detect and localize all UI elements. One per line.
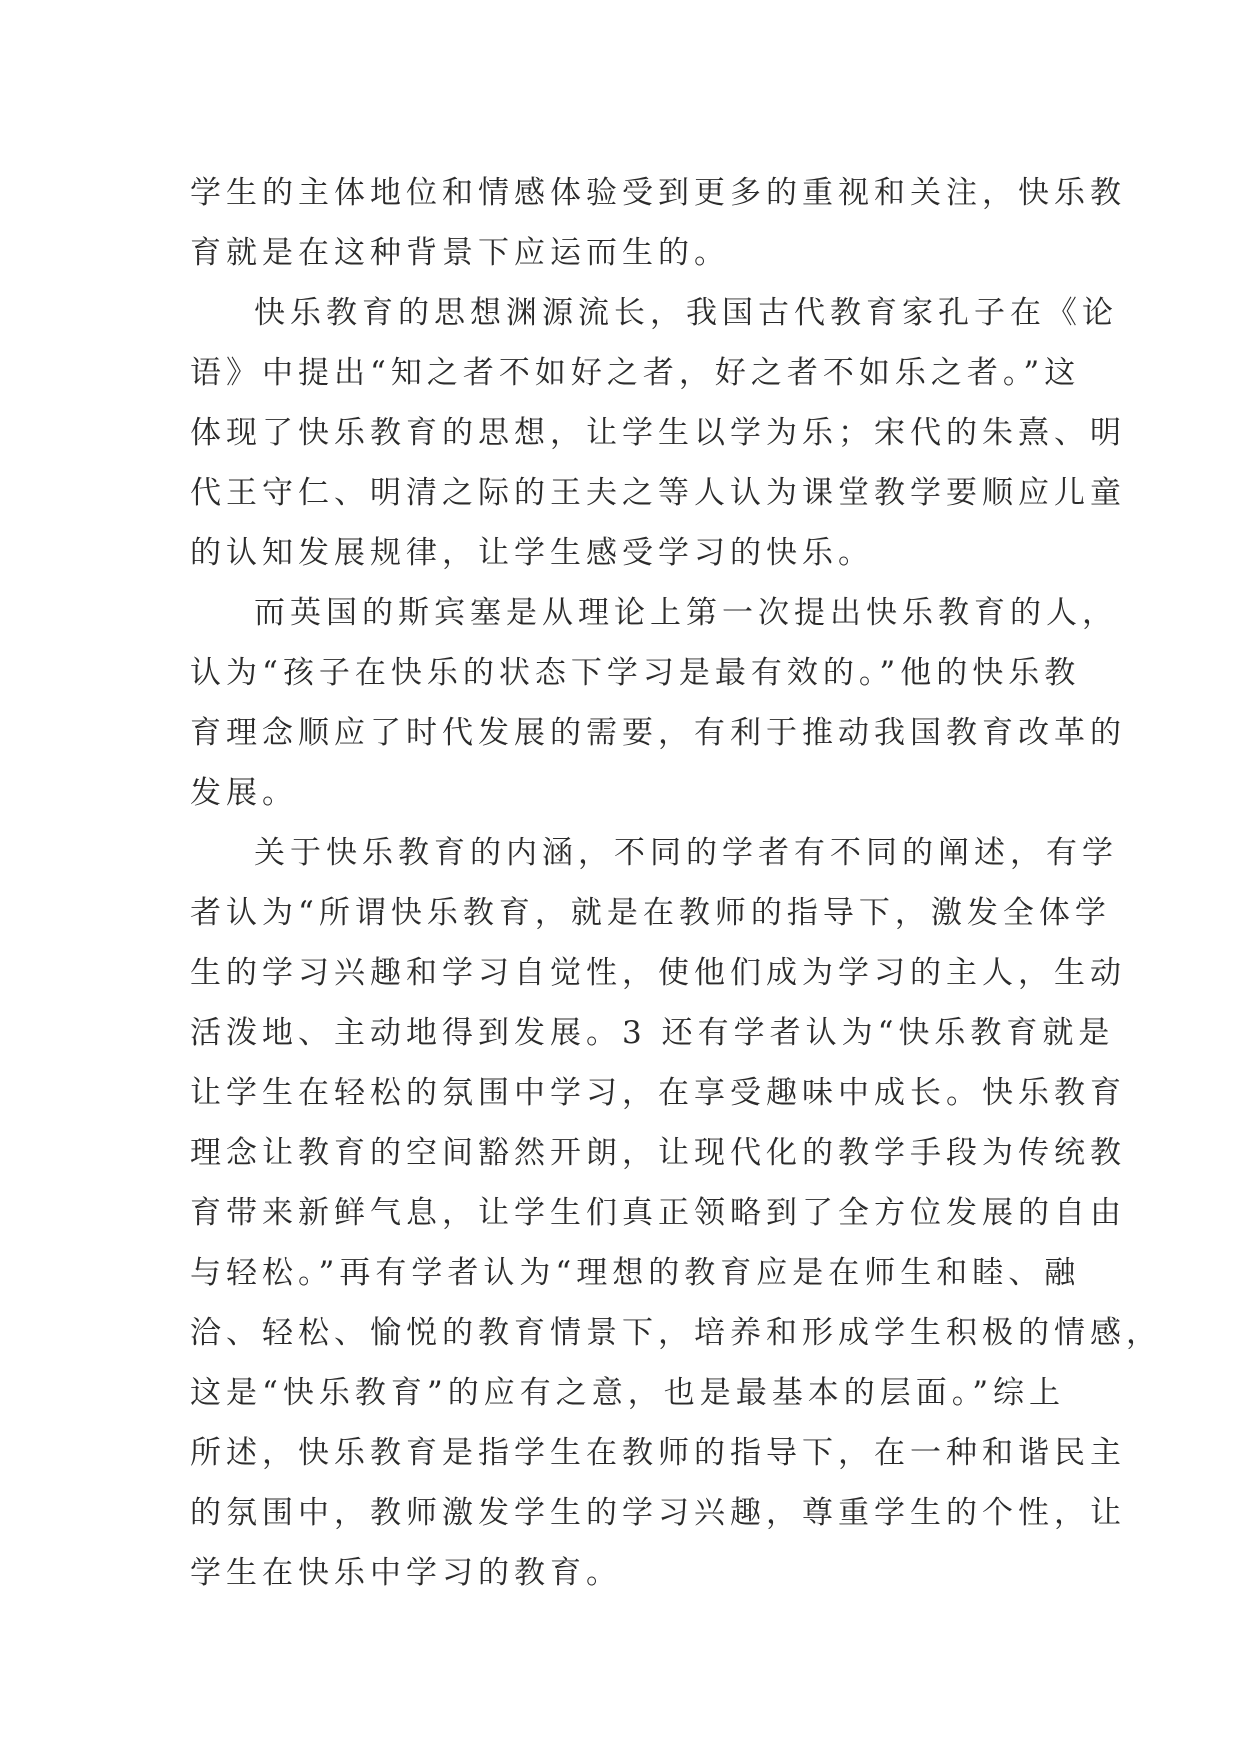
paragraph-start-line: 快乐教育的思想渊源流长，我国古代教育家孔子在《论 bbox=[254, 295, 1118, 331]
text-line: 学生在快乐中学习的教育。 bbox=[190, 1555, 622, 1591]
text-line: 让学生在轻松的氛围中学习，在享受趣味中成长。快乐教育 bbox=[190, 1075, 1126, 1111]
text-line: 洽、轻松、愉悦的教育情景下，培养和形成学生积极的情感， bbox=[190, 1315, 1162, 1351]
text-line: 育理念顺应了时代发展的需要，有利于推动我国教育改革的 bbox=[190, 715, 1126, 751]
body-text bbox=[190, 163, 1162, 1603]
text-line: 育带来新鲜气息，让学生们真正领略到了全方位发展的自由 bbox=[190, 1195, 1126, 1231]
paragraph-start-line: 关于快乐教育的内涵，不同的学者有不同的阐述，有学 bbox=[254, 835, 1118, 871]
paragraph-start-line: 而英国的斯宾塞是从理论上第一次提出快乐教育的人， bbox=[254, 595, 1118, 631]
text-line: 活泼地、主动地得到发展。3 还有学者认为“快乐教育就是 bbox=[190, 1015, 1115, 1051]
text-line: 认为“孩子在快乐的状态下学习是最有效的。”他的快乐教 bbox=[190, 655, 1081, 691]
text-line: 发展。 bbox=[190, 775, 298, 811]
text-line: 育就是在这种背景下应运而生的。 bbox=[190, 235, 730, 271]
text-line: 所述，快乐教育是指学生在教师的指导下，在一种和谐民主 bbox=[190, 1435, 1126, 1471]
text-line: 的氛围中，教师激发学生的学习兴趣，尊重学生的个性，让 bbox=[190, 1495, 1126, 1531]
text-line: 生的学习兴趣和学习自觉性，使他们成为学习的主人，生动 bbox=[190, 955, 1126, 991]
text-line: 体现了快乐教育的思想，让学生以学为乐；宋代的朱熹、明 bbox=[190, 415, 1126, 451]
text-line: 语》中提出“知之者不如好之者，好之者不如乐之者。”这 bbox=[190, 355, 1081, 391]
text-line: 这是“快乐教育”的应有之意，也是最基本的层面。”综上 bbox=[190, 1375, 1066, 1411]
text-line: 学生的主体地位和情感体验受到更多的重视和关注，快乐教 bbox=[190, 175, 1126, 211]
text-line: 与轻松。”再有学者认为“理想的教育应是在师生和睦、融 bbox=[190, 1255, 1081, 1291]
text-line: 者认为“所谓快乐教育，就是在教师的指导下，激发全体学 bbox=[190, 895, 1111, 931]
text-line: 代王守仁、明清之际的王夫之等人认为课堂教学要顺应儿童 bbox=[190, 475, 1126, 511]
text-line: 理念让教育的空间豁然开朗，让现代化的教学手段为传统教 bbox=[190, 1135, 1126, 1171]
text-line: 的认知发展规律，让学生感受学习的快乐。 bbox=[190, 535, 874, 571]
